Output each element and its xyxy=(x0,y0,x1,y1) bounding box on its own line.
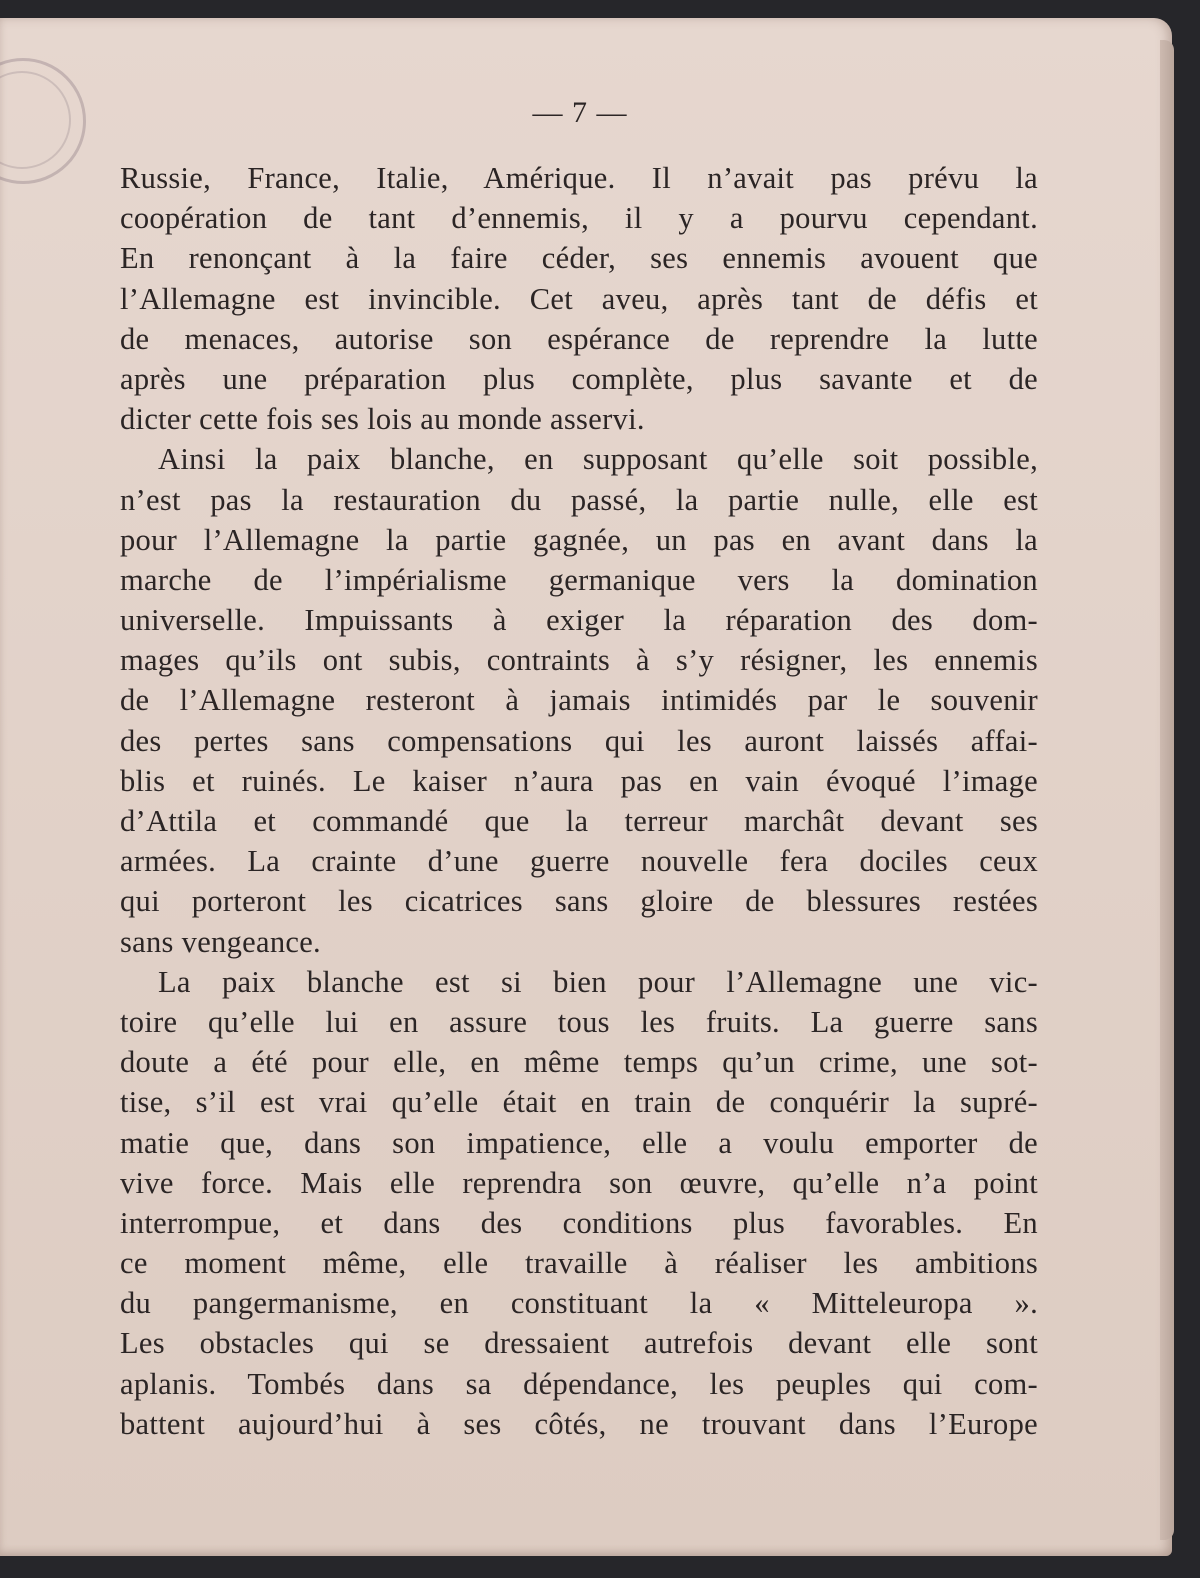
text-line: de menaces, autorise son espérance de reprendre la lutte xyxy=(120,321,1038,356)
text-line: de l’Allemagne resteront à jamais intimidés par le souvenir xyxy=(120,683,1038,718)
text-line: dicter cette fois ses lois au monde asservi. xyxy=(120,402,645,437)
text-line: Russie, France, Italie, Amérique. Il n’avait pas prévu la xyxy=(120,161,1038,195)
page-edge xyxy=(1160,40,1174,1540)
text-line: armées. La crainte d’une guerre nouvelle fera dociles ceux xyxy=(120,844,1038,879)
text-line: aplanis. Tombés dans sa dépendance, les peuples qui com- xyxy=(120,1366,1038,1401)
text-line: battent aujourd’hui à ses côtés, ne trouvant dans l’Europe xyxy=(120,1406,1038,1441)
text-line: universelle. Impuissants à exiger la réparation des dom- xyxy=(120,603,1038,638)
text-line: En renonçant à la faire céder, ses ennemis avouent que xyxy=(120,241,1038,276)
text-line: n’est pas la restauration du passé, la partie nulle, elle est xyxy=(120,482,1038,517)
book-page xyxy=(0,18,1172,1556)
text-line: ce moment même, elle travaille à réaliser les ambitions xyxy=(120,1246,1038,1281)
text-line: coopération de tant d’ennemis, il y a pourvu cependant. xyxy=(120,201,1038,236)
text-line: Ainsi la paix blanche, en supposant qu’elle soit possible, xyxy=(158,442,1038,477)
text-line: pour l’Allemagne la partie gagnée, un pas en avant dans la xyxy=(120,522,1038,557)
text-line: d’Attila et commandé que la terreur marchât devant ses xyxy=(120,804,1038,838)
text-line: sans vengeance. xyxy=(120,924,321,959)
text-line: blis et ruinés. Le kaiser n’aura pas en vain évoqué l’image xyxy=(120,763,1038,798)
text-line: interrompue, et dans des conditions plus favorables. En xyxy=(120,1205,1038,1240)
page-number: — 7 — xyxy=(532,96,628,129)
text-line: Les obstacles qui se dressaient autrefois devant elle sont xyxy=(120,1326,1038,1361)
text-line: l’Allemagne est invincible. Cet aveu, après tant de défis et xyxy=(120,281,1038,316)
text-line: doute a été pour elle, en même temps qu’un crime, une sot- xyxy=(120,1045,1038,1080)
text-line: qui porteront les cicatrices sans gloire de blessures restées xyxy=(120,884,1038,919)
body-text xyxy=(120,158,1038,1444)
text-line: matie que, dans son impatience, elle a voulu emporter de xyxy=(120,1125,1038,1160)
text-line: toire qu’elle lui en assure tous les fruits. La guerre sans xyxy=(120,1004,1038,1039)
text-line: du pangermanisme, en constituant la « Mitteleuropa ». xyxy=(120,1286,1038,1321)
text-line: marche de l’impérialisme germanique vers la domination xyxy=(120,562,1038,597)
text-line: La paix blanche est si bien pour l’Allemagne une vic- xyxy=(158,964,1038,999)
text-line: après une préparation plus complète, plus savante et de xyxy=(120,361,1038,396)
text-line: des pertes sans compensations qui les auront laissés affai- xyxy=(120,723,1038,758)
text-line: tise, s’il est vrai qu’elle était en train de conquérir la supré- xyxy=(120,1085,1038,1120)
text-line: mages qu’ils ont subis, contraints à s’y résigner, les ennemis xyxy=(120,643,1038,678)
text-line: vive force. Mais elle reprendra son œuvre, qu’elle n’a point xyxy=(120,1165,1038,1200)
